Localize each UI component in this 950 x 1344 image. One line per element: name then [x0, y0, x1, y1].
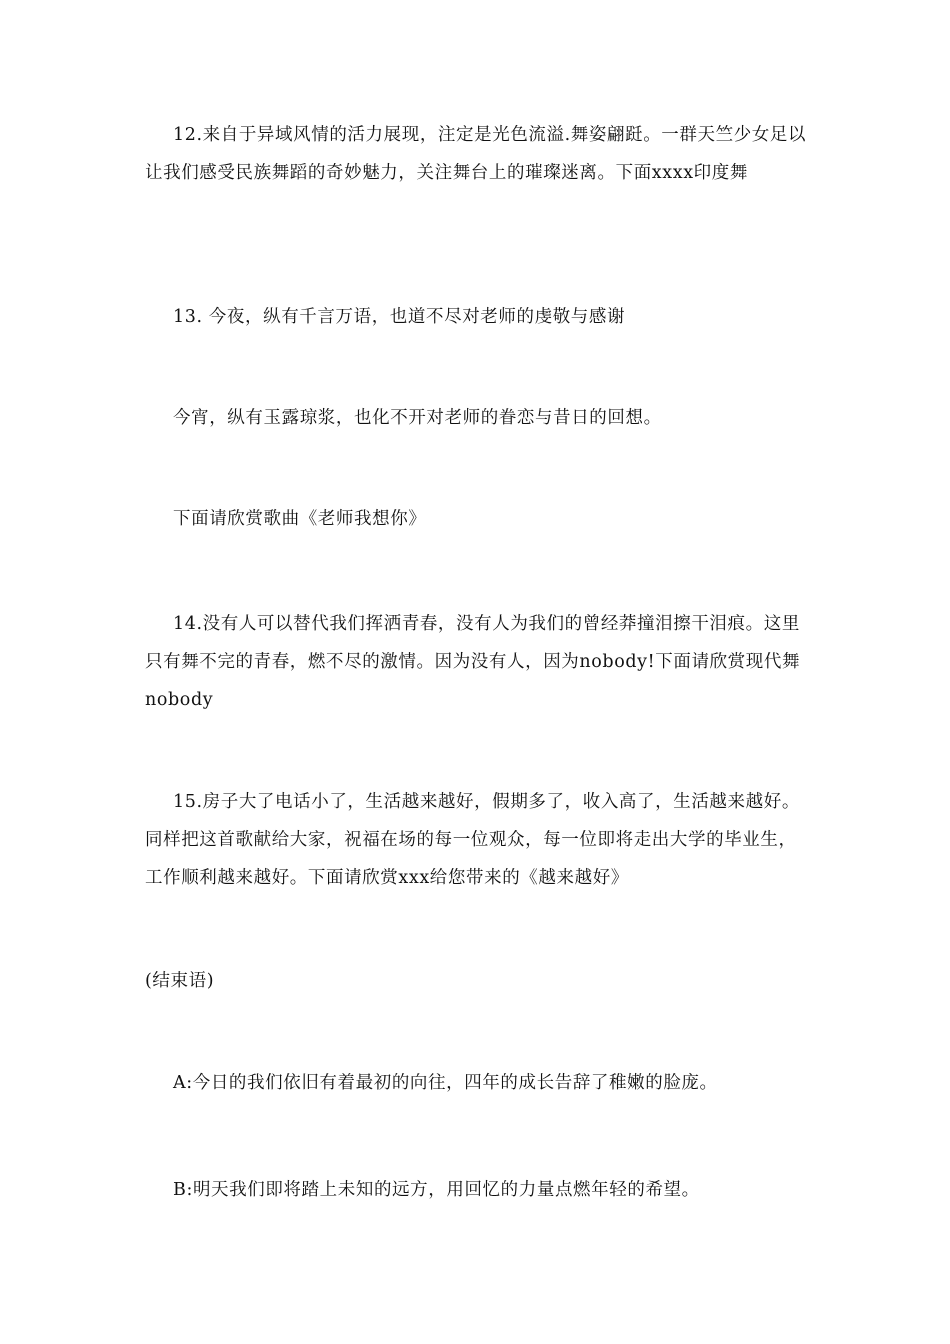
- paragraph-b: B:明天我们即将踏上未知的远方，用回忆的力量点燃年轻的希望。: [173, 1180, 700, 1200]
- paragraph-15: 15.房子大了电话小了，生活越来越好，假期多了，收入高了，生活越来越好。同样把这首歌献给大家，祝福在场的每一位观众，每一位即将走出大学的毕业生，工作顺利越来越好。下面请欣赏xxx给您带来的《越来越好》: [145, 792, 800, 888]
- paragraph-14: 14.没有人可以替代我们挥洒青春，没有人为我们的曾经莽撞泪擦干泪痕。这里只有舞不完的青春，燃不尽的激情。因为没有人，因为nobody!下面请欣赏现代舞nobody: [145, 614, 801, 710]
- paragraph-13-line-3: 下面请欣赏歌曲《老师我想你》: [173, 509, 427, 529]
- paragraph-12: 12.来自于异域风情的活力展现，注定是光色流溢.舞姿翩跹。一群天竺少女足以让我们感受民族舞蹈的奇妙魅力，关注舞台上的璀璨迷离。下面xxxx印度舞: [145, 125, 807, 183]
- paragraph-a: A:今日的我们依旧有着最初的向往，四年的成长告辞了稚嫩的脸庞。: [173, 1073, 718, 1093]
- ending-heading: (结束语): [145, 971, 215, 991]
- paragraph-13-line-1: 13. 今夜，纵有千言万语，也道不尽对老师的虔敬与感谢: [173, 307, 626, 327]
- paragraph-13-line-2: 今宵，纵有玉露琼浆，也化不开对老师的眷恋与昔日的回想。: [173, 408, 662, 428]
